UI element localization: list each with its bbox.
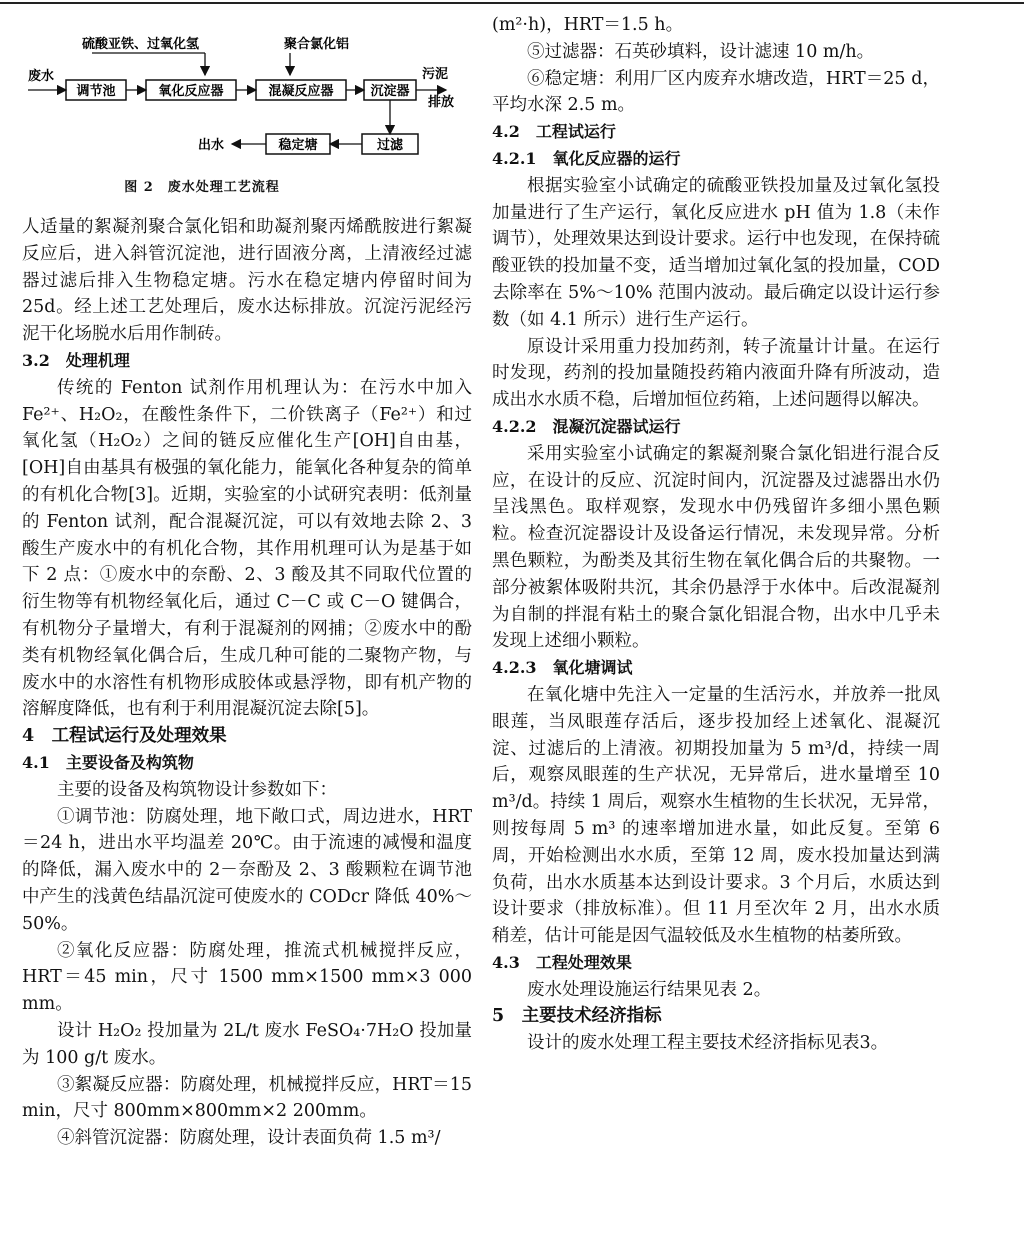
box-regulating-tank-label: 调节池 xyxy=(76,84,116,99)
paragraph: 采用实验室小试确定的絮凝剂聚合氯化铝进行混合反应，在设计的反应、沉淀时间内，沉淀器及过滤器出水仍呈浅黑色。取样观察，发现水中仍残留许多细小黑色颗粒。检查沉淀器设计及设备运行情况，未发现异常。分析黑色颗粒，为酚类及其衍生物在氧化偶合后的共聚物。一部分被絮体吸附共沉，其余仍悬浮于水体中。后改混凝剂为自制的拌混有粘土的聚合氯化铝混合物，出水中几乎未发现上述细小颗粒。 xyxy=(492,443,940,652)
section-heading-4-2: 4.2 工程试运行 xyxy=(492,122,616,142)
paragraph: 根据实验室小试确定的硫酸亚铁投加量及过氧化氢投加量进行了生产运行，氧化反应进水 pH 值为 1.8（未作调节），处理效果达到设计要求。运行中也发现，在保持硫酸亚铁的投加量不变，适当增加过氧化氢的投加量，COD 去除率在 5%～10% 范围内波动。最后确定以设计运行参数（如 4.1 所示）进行生产运行。 xyxy=(492,175,940,330)
section-heading-4-2-3: 4.2.3 氧化塘调试 xyxy=(492,658,633,678)
outflow-label: 出水 xyxy=(198,138,225,153)
paragraph: ⑤过滤器：石英砂填料，设计滤速 10 m/h。 xyxy=(527,41,875,62)
paragraph: 人适量的絮凝剂聚合氯化铝和助凝剂聚丙烯酰胺进行絮凝反应后，进入斜管沉淀池，进行固液分离，上清液经过滤器过滤后排入生物稳定塘。污水在稳定塘内停留时间为 25d。经上述工艺处理后，废水达标排放。沉淀污泥经污泥干化场脱水后用作制砖。 xyxy=(22,217,472,345)
paragraph: ⑥稳定塘：利用厂区内废弃水塘改造，HRT＝25 d，平均水深 2.5 m。 xyxy=(492,68,940,116)
reagent-pac-label: 聚合氯化铝 xyxy=(284,37,350,52)
section-heading-5: 5 主要技术经济指标 xyxy=(492,1006,662,1027)
section-heading-4-3: 4.3 工程处理效果 xyxy=(492,952,632,972)
box-settler-label: 沉淀器 xyxy=(370,84,410,99)
paragraph: 传统的 Fenton 试剂作用机理认为：在污水中加入 Fe²⁺、H₂O₂，在酸性条件下，二价铁离子（Fe²⁺）和过氧化氢（H₂O₂）之间的链反应催化生产[OH]自由基，[OH]自由基具有极强的氧化能力，能氧化各种复杂的简单的有机化合物[3]。近期，实验室的小试研究表明：低剂量的 Fenton 试剂，配合混凝沉淀，可以有效地去除 2、3 酸生产废水中的有机化合物，其作用机理可认为是基于如下 2 点：①废水中的奈酚、2、3 酸及其不同取代位置的衍生物等有机物经氧化后，通过 C－C 或 C－O 键偶合，有机物分子量增大，有利于混凝剂的网捕；②废水中的酚类有机物经氧化偶合后，生成几种可能的二聚物产物，与废水中的水溶性有机物形成胶体或悬浮物，即有机产物的溶解度降低，也有利于利用混凝沉淀去除[5]。 xyxy=(22,377,472,720)
box-stabilization-pond-label: 稳定塘 xyxy=(278,138,318,153)
section-heading-3-2: 3.2 处理机理 xyxy=(22,350,130,370)
section-heading-4-2-2: 4.2.2 混凝沉淀器试运行 xyxy=(492,416,681,436)
paragraph: ④斜管沉淀器：防腐处理，设计表面负荷 1.5 m³/ xyxy=(57,1128,441,1149)
inflow-label: 废水 xyxy=(28,69,55,84)
paragraph: 主要的设备及构筑物设计参数如下： xyxy=(57,779,337,800)
paragraph: (m²·h)，HRT＝1.5 h。 xyxy=(492,15,684,35)
discharge-label: 排放 xyxy=(428,95,455,110)
section-heading-4-2-1: 4.2.1 氧化反应器的运行 xyxy=(492,148,681,168)
reagent-ferrous-peroxide-label: 硫酸亚铁、过氧化氢 xyxy=(82,37,200,52)
figure-caption: 图 2 废水处理工艺流程 xyxy=(124,180,280,195)
top-rule xyxy=(0,2,1024,4)
paragraph: 在氧化塘中先注入一定量的生活污水，并放养一批凤眼莲，当凤眼莲存活后，逐步投加经上述氧化、混凝沉淀、过滤后的上清液。初期投加量为 5 m³/d，持续一周后，观察凤眼莲的生产状况，无异常后，进水量增至 10 m³/d。持续 1 周后，观察水生植物的生长状况，无异常，则按每周 5 m³ 的速率增加进水量，如此反复。至第 6 周，开始检测出水水质，至第 12 周，废水投加量达到满负荷，出水水质基本达到设计要求。3 个月后，水质达到设计要求（排放标准）。但 11 月至次年 2 月，出水水质稍差，估计可能是因气温较低及水生植物的枯萎所致。 xyxy=(492,684,940,947)
paragraph: 设计 H₂O₂ 投加量为 2L/t 废水 FeSO₄·7H₂O 投加量为 100 g/t 废水。 xyxy=(22,1020,472,1068)
paragraph: ②氧化反应器：防腐处理，推流式机械搅拌反应，HRT＝45 min，尺寸 1500 mm×1500 mm×3 000 mm。 xyxy=(22,940,472,1015)
paragraph: ①调节池：防腐处理，地下敞口式，周边进水，HRT＝24 h，进出水平均温差 20℃。由于流速的减慢和温度的降低，漏入废水中的 2－奈酚及 2、3 酸颗粒在调节池中产生的浅黄色结晶沉淀可使废水的 CODcr 降低 40%～50%。 xyxy=(22,806,472,934)
paragraph: 废水处理设施运行结果见表 2。 xyxy=(527,979,772,1000)
box-oxidation-reactor-label: 氧化反应器 xyxy=(158,84,224,99)
paragraph: 设计的废水处理工程主要技术经济指标见表3。 xyxy=(527,1033,889,1054)
section-heading-4-1: 4.1 主要设备及构筑物 xyxy=(22,752,194,772)
paragraph: ③絮凝反应器：防腐处理，机械搅拌反应，HRT＝15 min，尺寸 800mm×800mm×2 200mm。 xyxy=(22,1074,472,1122)
section-heading-4: 4 工程试运行及处理效果 xyxy=(22,726,227,747)
box-filter-label: 过滤 xyxy=(376,138,404,153)
paragraph: 原设计采用重力投加药剂，转子流量计计量。在运行时发现，药剂的投加量随投药箱内液面升降有所波动，造成出水水质不稳，后增加恒位药箱，上述问题得以解决。 xyxy=(492,336,940,411)
box-coagulation-reactor-label: 混凝反应器 xyxy=(268,84,334,99)
sludge-label: 污泥 xyxy=(422,67,449,82)
